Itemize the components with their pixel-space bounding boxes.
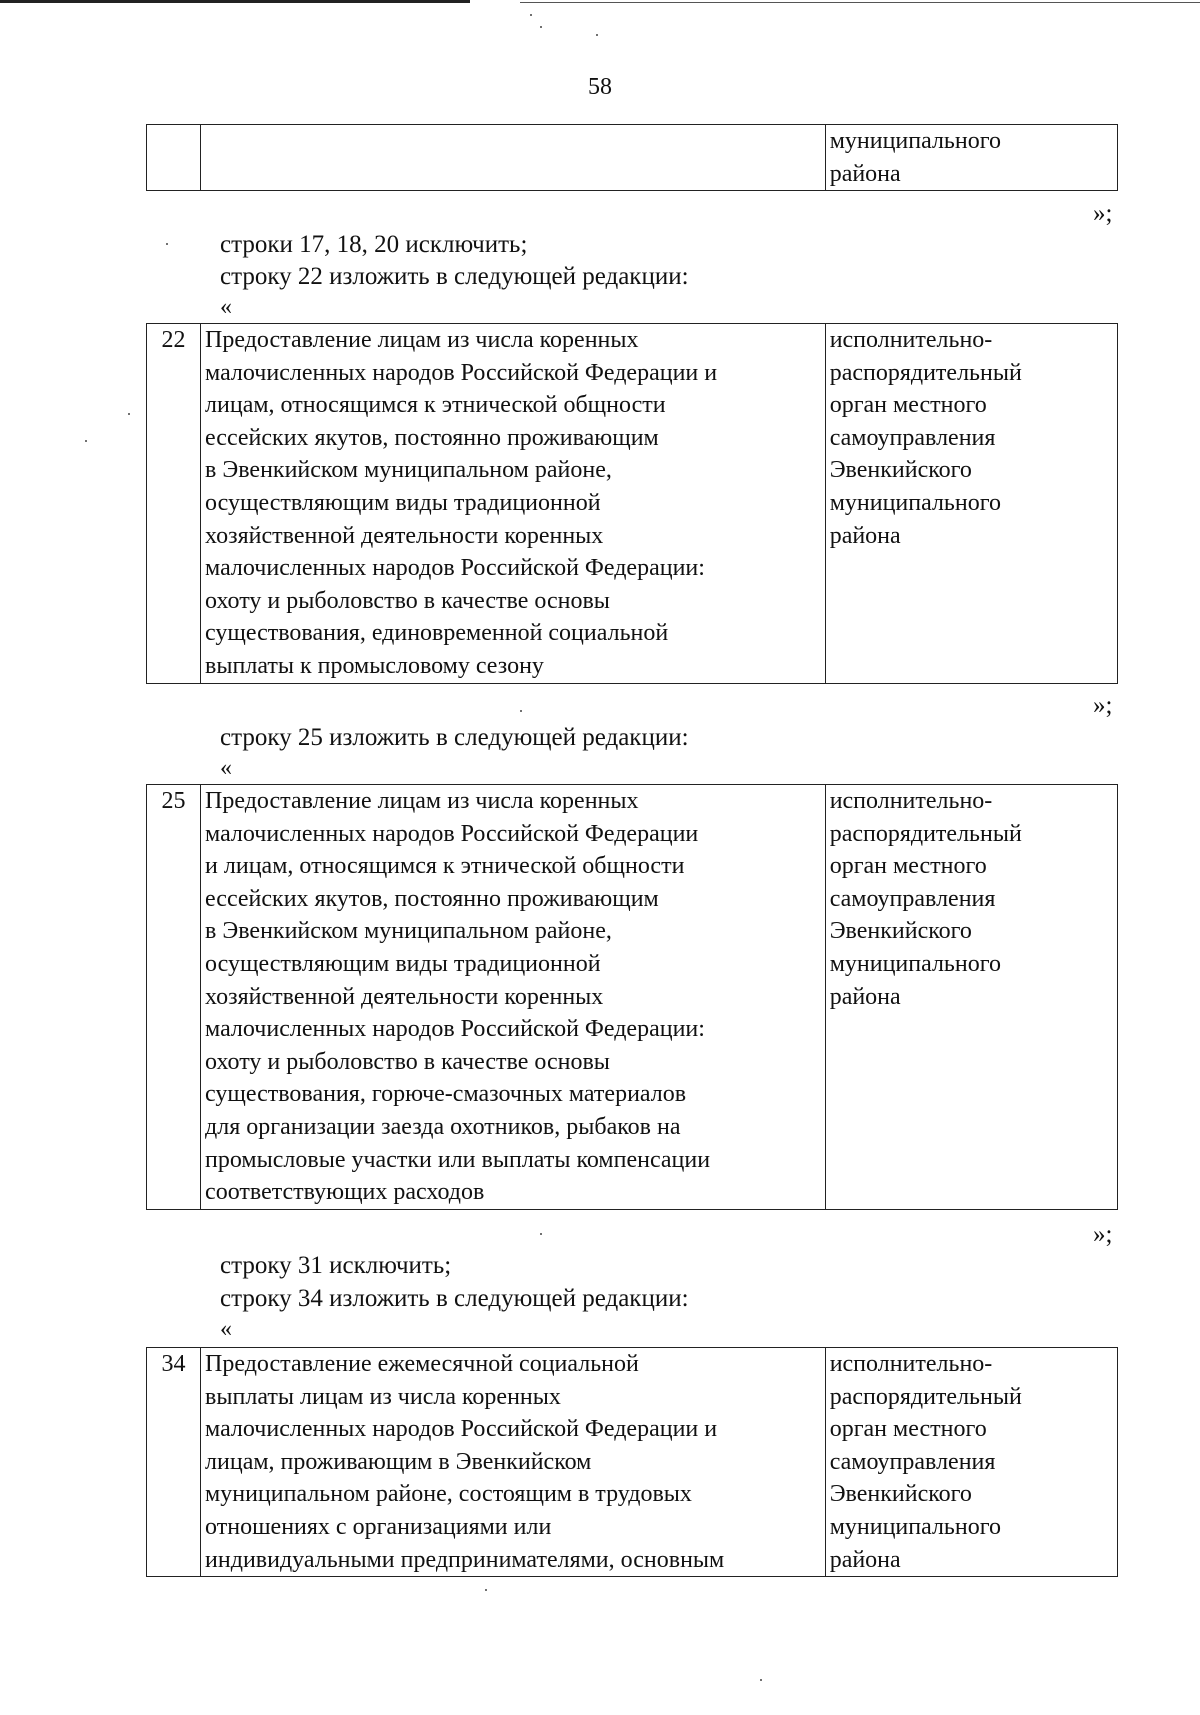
table-row-25	[146, 784, 1118, 1210]
opening-quote: «	[220, 294, 232, 320]
authority-line: исполнительно-	[829, 1351, 993, 1377]
description-line: выплаты лицам из числа коренных	[205, 1383, 561, 1410]
row-number-cell: 22	[147, 324, 201, 684]
page-number: 58	[588, 74, 612, 100]
row-number-cell: 34	[147, 1348, 201, 1577]
authority-cell	[825, 1348, 1117, 1577]
closing-quote: »;	[1093, 1221, 1113, 1248]
closing-quote: »;	[1093, 200, 1113, 227]
scan-speck	[485, 1589, 487, 1591]
description-line: осуществляющим виды традиционной	[205, 489, 601, 516]
description-line: хозяйственной деятельности коренных	[205, 522, 604, 549]
opening-quote: «	[220, 755, 232, 781]
description-line: Предоставление лицам из числа коренных	[205, 788, 639, 814]
instruction-line: строку 25 изложить в следующей редакции:	[220, 724, 689, 751]
row-number-cell	[147, 125, 201, 191]
authority-line: исполнительно-	[829, 788, 993, 814]
description-line: Предоставление ежемесячной социальной	[205, 1351, 639, 1377]
authority-line: муниципального	[829, 128, 1001, 154]
service-description-cell	[201, 324, 826, 684]
authority-line: района	[829, 160, 901, 187]
authority-cell	[825, 125, 1117, 191]
table-fragment-continued	[146, 124, 1118, 191]
description-line: малочисленных народов Российской Федерации	[205, 820, 699, 847]
description-line: выплаты к промысловому сезону	[205, 652, 544, 679]
authority-line: орган местного	[829, 1416, 987, 1443]
description-line: охоту и рыболовство в качестве основы	[205, 1048, 610, 1075]
opening-quote: «	[220, 1316, 232, 1342]
authority-line: самоуправления	[829, 1448, 996, 1475]
service-description-cell	[201, 125, 826, 191]
instruction-line: строку 34 изложить в следующей редакции:	[220, 1285, 689, 1312]
instruction-line: строку 31 исключить;	[220, 1252, 452, 1279]
instruction-line: строки 17, 18, 20 исключить;	[220, 231, 528, 258]
description-line: осуществляющим виды традиционной	[205, 950, 601, 977]
authority-cell	[825, 324, 1117, 684]
table-row	[147, 324, 1118, 684]
authority-line: муниципального	[829, 1513, 1001, 1540]
scan-speck	[760, 1679, 762, 1681]
table-row	[147, 785, 1118, 1210]
description-line: существования, горюче-смазочных материалов	[205, 1081, 687, 1108]
authority-cell	[825, 785, 1117, 1210]
authority-line: района	[829, 1546, 901, 1573]
authority-line: распорядительный	[829, 1383, 1022, 1410]
description-line: ессейских якутов, постоянно проживающим	[205, 885, 659, 912]
description-line: муниципальном районе, состоящим в трудовых	[205, 1481, 692, 1508]
authority-line: распорядительный	[829, 359, 1022, 386]
description-line: охоту и рыболовство в качестве основы	[205, 587, 610, 614]
scan-speck	[166, 243, 168, 245]
authority-line: орган местного	[829, 853, 987, 880]
authority-line: Эвенкийского	[829, 457, 972, 484]
authority-line: Эвенкийского	[829, 1481, 972, 1508]
scan-speck	[520, 710, 522, 712]
authority-line: муниципального	[829, 950, 1001, 977]
scan-speck	[596, 34, 598, 36]
description-line: малочисленных народов Российской Федерации:	[205, 555, 705, 582]
scan-speck	[540, 26, 542, 28]
scan-edge-line	[520, 2, 1200, 3]
description-line: индивидуальными предпринимателями, основным	[205, 1546, 725, 1573]
authority-line: района	[829, 983, 901, 1010]
description-line: ессейских якутов, постоянно проживающим	[205, 424, 659, 451]
closing-quote: »;	[1093, 692, 1113, 719]
scan-speck	[540, 1233, 542, 1235]
description-line: в Эвенкийском муниципальном районе,	[205, 457, 612, 484]
description-line: малочисленных народов Российской Федерации и	[205, 1416, 718, 1443]
table-row-22	[146, 323, 1118, 684]
scan-edge-line	[0, 0, 470, 3]
authority-line: самоуправления	[829, 424, 996, 451]
description-line: лицам, проживающим в Эвенкийском	[205, 1448, 592, 1475]
service-description-cell	[201, 785, 826, 1210]
authority-line: Эвенкийского	[829, 918, 972, 945]
authority-line: самоуправления	[829, 885, 996, 912]
description-line: отношениях с организациями или	[205, 1513, 552, 1540]
authority-line: района	[829, 522, 901, 549]
authority-line: орган местного	[829, 392, 987, 419]
description-line: промысловые участки или выплаты компенсации	[205, 1146, 711, 1173]
description-line: Предоставление лицам из числа коренных	[205, 327, 639, 353]
scan-speck	[85, 440, 87, 442]
description-line: малочисленных народов Российской Федерации:	[205, 1016, 705, 1043]
authority-line: муниципального	[829, 489, 1001, 516]
description-line: и лицам, относящимся к этнической общности	[205, 853, 685, 880]
table-row	[147, 1348, 1118, 1577]
description-line: хозяйственной деятельности коренных	[205, 983, 604, 1010]
description-line: малочисленных народов Российской Федерации и	[205, 359, 718, 386]
authority-line: исполнительно-	[829, 327, 993, 353]
description-line: существования, единовременной социальной	[205, 620, 669, 647]
scan-speck	[530, 14, 532, 16]
description-line: для организации заезда охотников, рыбаков на	[205, 1113, 681, 1140]
instruction-line: строку 22 изложить в следующей редакции:	[220, 263, 689, 290]
table-row	[147, 125, 1118, 191]
table-row-34	[146, 1347, 1118, 1577]
row-number-cell: 25	[147, 785, 201, 1210]
description-line: лицам, относящимся к этнической общности	[205, 392, 666, 419]
description-line: соответствующих расходов	[205, 1179, 485, 1206]
description-line: в Эвенкийском муниципальном районе,	[205, 918, 612, 945]
scan-speck	[128, 413, 130, 415]
service-description-cell	[201, 1348, 826, 1577]
authority-line: распорядительный	[829, 820, 1022, 847]
